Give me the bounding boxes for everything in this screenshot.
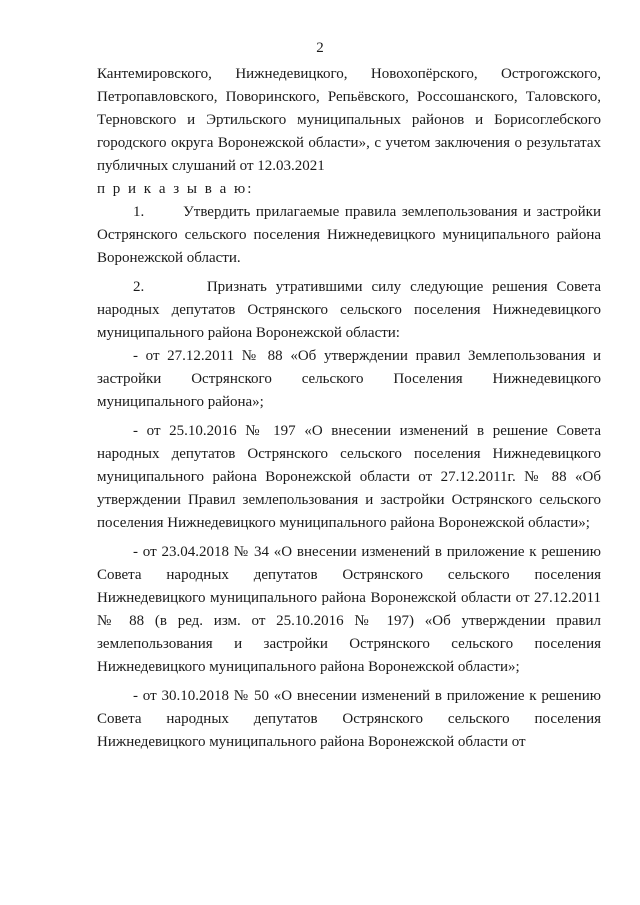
decision-4: - от 30.10.2018 № 50 «О внесении изменений в приложение к решению Совета народных депутатов Острянского сельского поселения Нижнедевицкого муниципального района Воронежской области от (97, 688, 601, 750)
item-1: 1. Утвердить прилагаемые правила землепользования и застройки Острянского сельского поселения Нижнедевицкого муниципального района Воронежской области. (97, 204, 601, 266)
decision-3: - от 23.04.2018 № 34 «О внесении изменений в приложение к решению Совета народных депутатов Острянского сельского поселения Нижнедевицкого муниципального района Воронежской области от 27.12.2011 № 88 (в ред. изм. от 25.10.2016 № 197) «Об утверждении правил землепользования и застройки Острянского сельского поселения Нижнедевицкого муниципального района Воронежской области»; (97, 544, 601, 675)
decision-2: - от 25.10.2016 № 197 «О внесении изменений в решение Совета народных депутатов Острянского сельского поселения Нижнедевицкого муниципального района Воронежской области от 27.12.2011г. № 88 «Об утверждении Правил землепользования и застройки Острянского сельского поселения Нижнедевицкого муниципального района Воронежской области»; (97, 423, 601, 531)
decision-1: - от 27.12.2011 № 88 «Об утверждении правил Землепользования и застройки Острянского сельского Поселения Нижнедевицкого муниципального района»; (97, 348, 601, 410)
item-2: 2. Признать утратившими силу следующие решения Совета народных депутатов Острянского сельского поселения Нижнедевицкого муниципального района Воронежской области: (97, 279, 601, 341)
intro-paragraph: Кантемировского, Нижнедевицкого, Новохопёрского, Острогожского, Петропавловского, Поворинского, Репьёвского, Россошанского, Таловского, Терновского и Эртильского муниципальных районов и Борисоглебского городского округа Воронежской области», с учетом заключения о результатах публичных слушаний от 12.03.2021 (97, 66, 601, 174)
page-number: 2 (316, 40, 324, 56)
document-body (97, 63, 601, 754)
order-word: п р и к а з ы в а ю: (97, 181, 254, 197)
